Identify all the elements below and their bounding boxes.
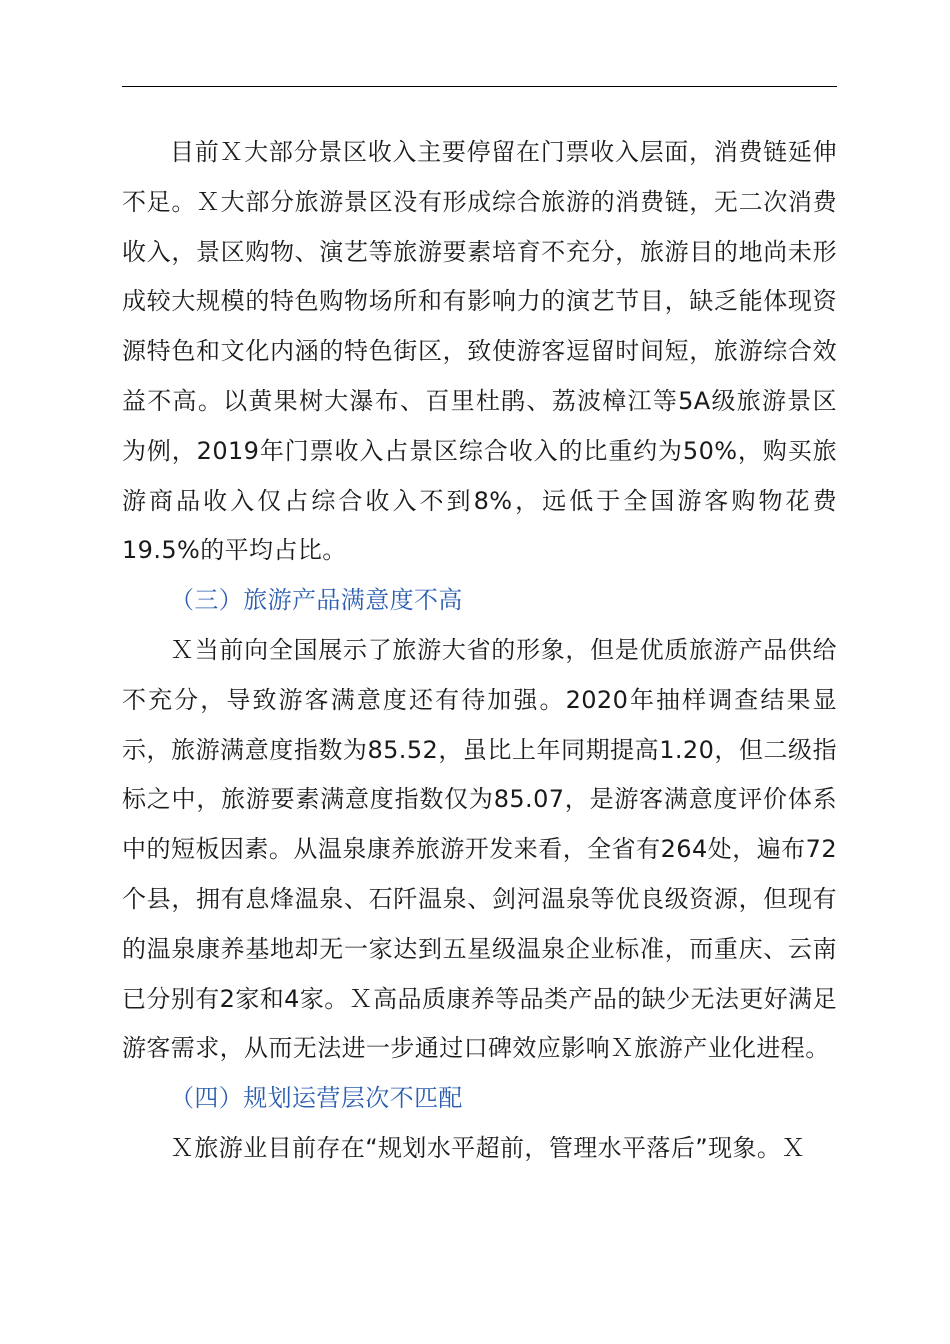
header-rule bbox=[122, 86, 837, 87]
section-heading: （四）规划运营层次不匹配 bbox=[170, 1084, 463, 1113]
body-paragraph: Ｘ当前向全国展示了旅游大省的形象，但是优质旅游产品供给不充分，导致游客满意度还有待加强。2020年抽样调查结果显示，旅游满意度指数为85.52，虽比上年同期提高1.20，但二级指标之中，旅游要素满意度指数仅为85.07，是游客满意度评价体系中的短板因素。从温泉康养旅游开发来看，全省有264处，遍布72个县，拥有息烽温泉、石阡温泉、剑河温泉等优良级资源，但现有的温泉康养基地却无一家达到五星级温泉企业标准，而重庆、云南已分别有2家和4家。Ｘ高品质康养等品类产品的缺少无法更好满足游客需求，从而无法进一步通过口碑效应影响Ｘ旅游产业化进程。 bbox=[122, 635, 837, 1063]
body-paragraph: Ｘ旅游业目前存在“规划水平超前，管理水平落后”现象。Ｘ bbox=[170, 1133, 806, 1162]
document-body bbox=[122, 128, 837, 1174]
section-heading: （三）旅游产品满意度不高 bbox=[170, 586, 463, 615]
body-paragraph: 目前Ｘ大部分景区收入主要停留在门票收入层面，消费链延伸不足。Ｘ大部分旅游景区没有形成综合旅游的消费链，无二次消费收入，景区购物、演艺等旅游要素培育不充分，旅游目的地尚未形成较大规模的特色购物场所和有影响力的演艺节目，缺乏能体现资源特色和文化内涵的特色街区，致使游客逗留时间短，旅游综合效益不高。以黄果树大瀑布、百里杜鹃、荔波樟江等5A级旅游景区为例，2019年门票收入占景区综合收入的比重约为50%，购买旅游商品收入仅占综合收入不到8%，远低于全国游客购物花费19.5%的平均占比。 bbox=[122, 138, 837, 565]
